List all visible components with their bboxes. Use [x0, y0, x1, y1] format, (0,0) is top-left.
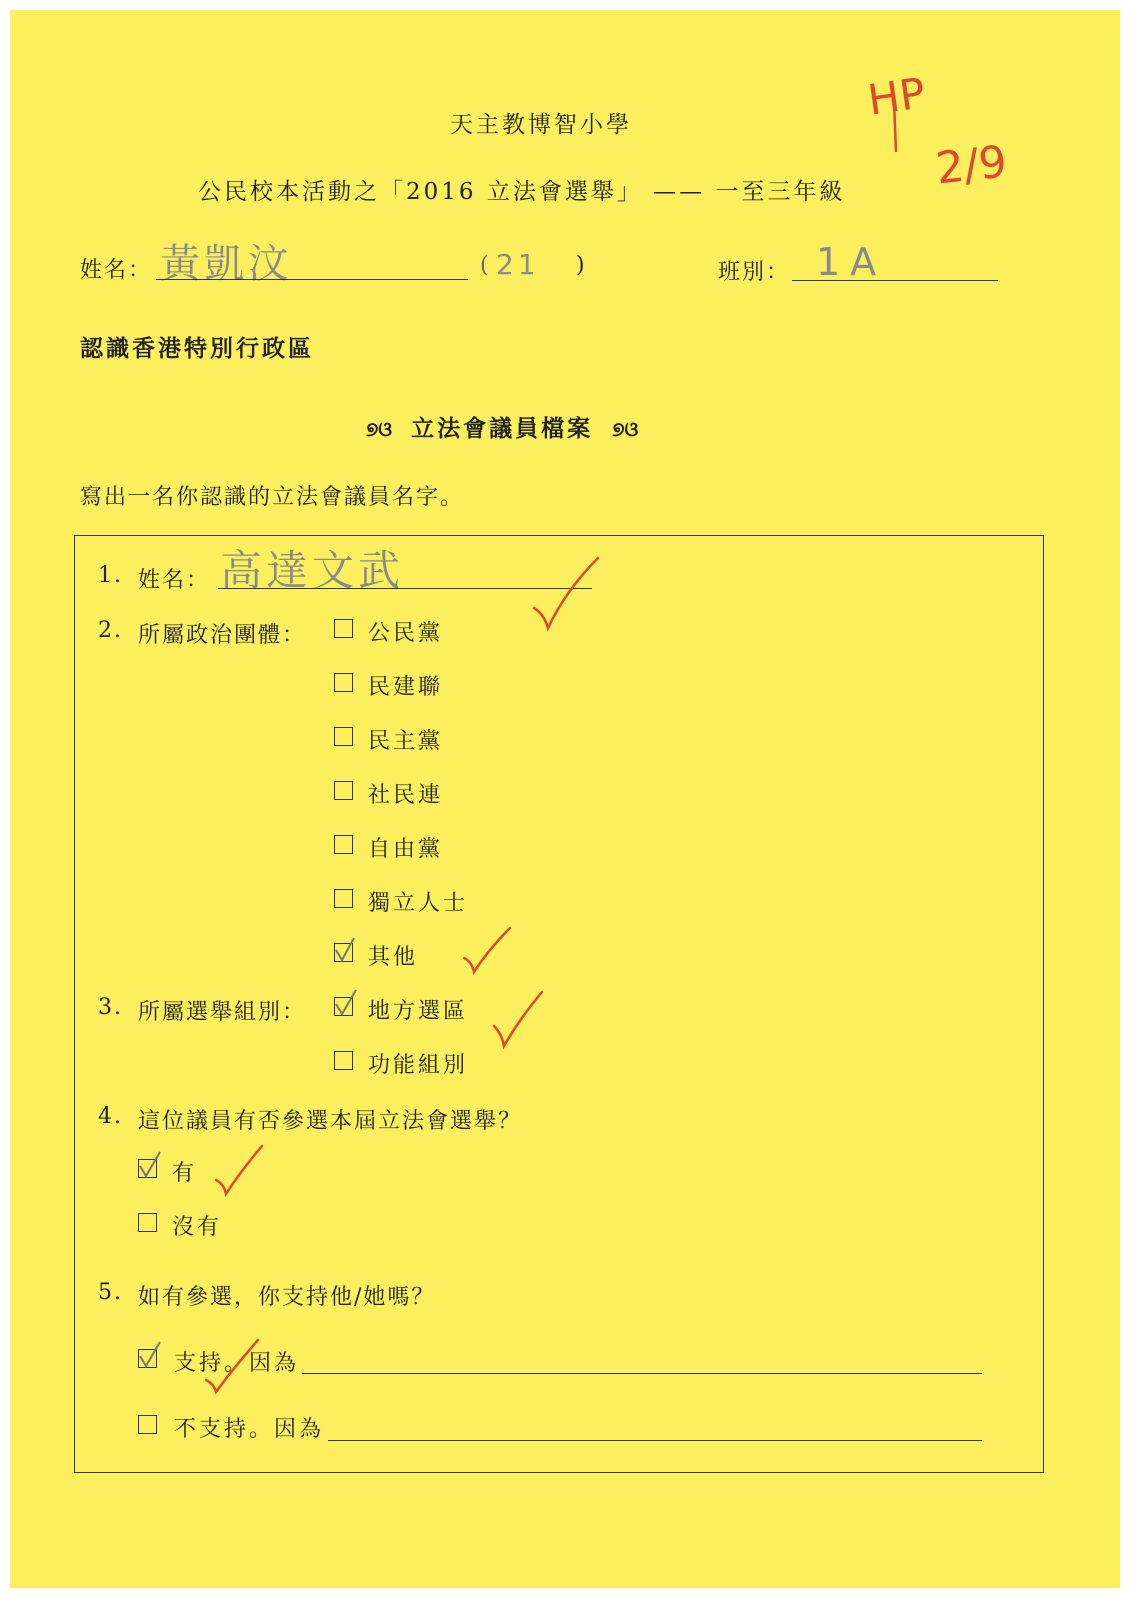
q2-checkbox-1[interactable]	[334, 619, 353, 638]
q2-checkbox-7[interactable]	[334, 943, 353, 962]
score: 2/9	[933, 136, 1010, 195]
section-title: 認識香港特別行政區	[80, 335, 314, 362]
q2-option-1: 公民黨	[368, 621, 444, 646]
ornament-right-icon: ୭ଓ	[612, 417, 639, 441]
q1-answer: 高達文武	[220, 546, 405, 595]
q1-underline	[218, 588, 592, 589]
q3-checkbox-2[interactable]	[334, 1051, 353, 1070]
q3-checkbox-1[interactable]	[334, 997, 353, 1016]
q4-label: 這位議員有否參選本屆立法會選舉？	[138, 1109, 523, 1134]
student-class: 1A	[816, 240, 887, 284]
class-underline	[792, 280, 998, 281]
q5-checkbox-1[interactable]	[138, 1349, 157, 1368]
q5-option-2: 不支持。因為	[174, 1417, 325, 1442]
q4-number: 4.	[98, 1104, 123, 1129]
q2-option-2: 民建聯	[368, 675, 444, 700]
q4-option-1: 有	[172, 1161, 198, 1186]
q3-label: 所屬選舉組別：	[138, 1000, 307, 1025]
activity-title: 公民校本活動之「2016 立法會選舉」 —— 一至三年級	[198, 179, 846, 205]
q4-option-2: 沒有	[172, 1215, 223, 1240]
q2-option-6: 獨立人士	[368, 891, 469, 916]
grader-initials: HP	[864, 68, 929, 125]
q5-reason-line-2[interactable]	[328, 1440, 982, 1441]
q2-option-7: 其他	[368, 945, 419, 970]
q2-checkbox-2[interactable]	[334, 673, 353, 692]
q5-label: 如有參選，你支持他/她嗎？	[138, 1285, 436, 1310]
q2-checkbox-4[interactable]	[334, 781, 353, 800]
number-open: (	[480, 253, 491, 278]
number-close: )	[576, 253, 587, 278]
name-label: 姓名：	[80, 258, 153, 283]
q2-label: 所屬政治團體：	[138, 623, 307, 648]
q2-number: 2.	[98, 618, 123, 643]
worksheet	[10, 10, 1120, 1588]
q5-option-1: 支持。因為	[174, 1351, 300, 1376]
school-name: 天主教博智小學	[450, 112, 632, 138]
q2-option-5: 自由黨	[368, 837, 444, 862]
q4-checkbox-1[interactable]	[138, 1159, 157, 1178]
instruction: 寫出一名你認識的立法會議員名字。	[80, 485, 465, 510]
profile-heading	[366, 410, 638, 443]
q5-reason-line-1[interactable]	[302, 1373, 982, 1374]
q3-number: 3.	[98, 995, 123, 1020]
name-underline	[156, 279, 468, 280]
ornament-left-icon: ୭ଓ	[366, 417, 393, 441]
class-label: 班別：	[718, 260, 791, 285]
q2-checkbox-5[interactable]	[334, 835, 353, 854]
q2-checkbox-6[interactable]	[334, 889, 353, 908]
q3-option-2: 功能組別	[368, 1053, 469, 1078]
q2-checkbox-3[interactable]	[334, 727, 353, 746]
student-number: 21	[496, 248, 540, 281]
q3-option-1: 地方選區	[368, 999, 469, 1024]
q2-option-4: 社民連	[368, 783, 444, 808]
q4-checkbox-2[interactable]	[138, 1213, 157, 1232]
student-name: 黃凱汶	[160, 241, 292, 287]
profile-title: 立法會議員檔案	[411, 415, 594, 442]
q5-number: 5.	[98, 1280, 123, 1305]
q2-option-3: 民主黨	[368, 729, 444, 754]
q1-label: 姓名：	[138, 568, 211, 593]
q1-number: 1.	[98, 563, 123, 588]
q5-checkbox-2[interactable]	[138, 1415, 157, 1434]
